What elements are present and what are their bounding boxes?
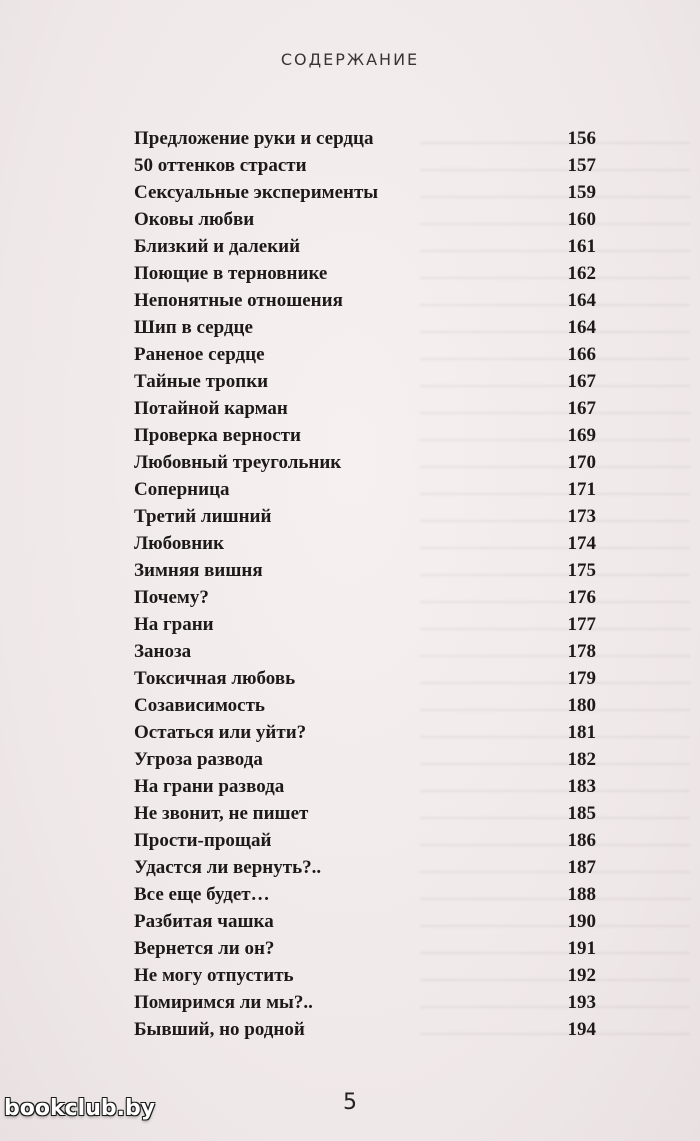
toc-entry-title: Вернется ли он? xyxy=(134,938,275,959)
toc-entry-title: Потайной карман xyxy=(134,398,288,419)
toc-entry-title: Почему? xyxy=(134,587,209,608)
toc-entry-page: 161 xyxy=(567,236,596,257)
toc-entry xyxy=(134,287,596,314)
page-number: 5 xyxy=(343,1090,357,1115)
toc-entry xyxy=(134,152,596,179)
toc-entry-page: 176 xyxy=(567,587,596,608)
toc-entry-title: Оковы любви xyxy=(134,209,255,230)
toc-entry-page: 169 xyxy=(567,425,596,446)
toc-entry xyxy=(134,341,596,368)
toc-entry xyxy=(134,719,596,746)
toc-entry-title: Удастся ли вернуть?.. xyxy=(134,857,322,878)
toc-entry-page: 157 xyxy=(567,155,596,176)
toc-entry-page: 177 xyxy=(567,614,596,635)
toc-entry xyxy=(134,368,596,395)
toc-entry-page: 178 xyxy=(567,641,596,662)
toc-entry xyxy=(134,125,596,152)
toc-entry-page: 190 xyxy=(567,911,596,932)
toc-entry-title: Любовник xyxy=(134,533,225,554)
toc-entry xyxy=(134,422,596,449)
toc-entry-page: 179 xyxy=(567,668,596,689)
toc-entry-page: 186 xyxy=(567,830,596,851)
toc-entry-title: Созависимость xyxy=(134,695,265,716)
page-title: СОДЕРЖАНИЕ xyxy=(280,50,420,69)
toc-entry-page: 164 xyxy=(567,290,596,311)
toc-entry xyxy=(134,908,596,935)
toc-entry-page: 167 xyxy=(567,371,596,392)
toc-entry xyxy=(134,854,596,881)
toc-entry-title: Близкий и далекий xyxy=(134,236,301,257)
toc-entry-page: 181 xyxy=(567,722,596,743)
toc-entry xyxy=(134,665,596,692)
toc-entry-page: 162 xyxy=(567,263,596,284)
toc-entry xyxy=(134,638,596,665)
toc-entry xyxy=(134,800,596,827)
toc-entry xyxy=(134,584,596,611)
toc-entry xyxy=(134,314,596,341)
toc-entry xyxy=(134,611,596,638)
toc-entry-page: 164 xyxy=(567,317,596,338)
toc-entry-title: Не могу отпустить xyxy=(134,965,294,986)
toc-entry-page: 193 xyxy=(567,992,596,1013)
toc-entry-title: Разбитая чашка xyxy=(134,911,274,932)
table-of-contents xyxy=(134,125,596,1043)
toc-entry xyxy=(134,827,596,854)
toc-entry xyxy=(134,935,596,962)
toc-entry-page: 167 xyxy=(567,398,596,419)
toc-entry xyxy=(134,881,596,908)
toc-entry xyxy=(134,476,596,503)
toc-entry-page: 191 xyxy=(567,938,596,959)
toc-entry-page: 194 xyxy=(567,1019,596,1040)
toc-entry-title: Третий лишний xyxy=(134,506,272,527)
toc-entry-page: 159 xyxy=(567,182,596,203)
toc-entry-page: 180 xyxy=(567,695,596,716)
toc-entry xyxy=(134,962,596,989)
toc-entry-page: 183 xyxy=(567,776,596,797)
toc-entry-page: 187 xyxy=(567,857,596,878)
toc-entry-title: Прости-прощай xyxy=(134,830,272,851)
watermark-logo: bookclub.by xyxy=(4,1096,156,1121)
toc-entry-page: 156 xyxy=(567,128,596,149)
toc-entry xyxy=(134,746,596,773)
toc-entry xyxy=(134,260,596,287)
toc-entry-page: 175 xyxy=(567,560,596,581)
toc-entry-title: Бывший, но родной xyxy=(134,1019,305,1040)
toc-entry-title: Поющие в терновнике xyxy=(134,263,328,284)
toc-entry-title: Шип в сердце xyxy=(134,317,253,338)
toc-entry-title: Все еще будет… xyxy=(134,884,270,905)
toc-entry-page: 182 xyxy=(567,749,596,770)
toc-entry-title: 50 оттенков страсти xyxy=(134,155,307,176)
toc-entry xyxy=(134,557,596,584)
toc-entry-page: 174 xyxy=(567,533,596,554)
toc-entry-title: Раненое сердце xyxy=(134,344,265,365)
toc-entry-title: Тайные тропки xyxy=(134,371,269,392)
toc-entry-page: 192 xyxy=(567,965,596,986)
toc-entry-title: Любовный треугольник xyxy=(134,452,342,473)
toc-entry-page: 166 xyxy=(567,344,596,365)
toc-entry xyxy=(134,692,596,719)
toc-entry-title: Соперница xyxy=(134,479,230,500)
toc-entry-title: Проверка верности xyxy=(134,425,301,446)
toc-entry-page: 171 xyxy=(567,479,596,500)
toc-entry xyxy=(134,233,596,260)
toc-entry xyxy=(134,1016,596,1043)
toc-entry-title: Непонятные отношения xyxy=(134,290,343,311)
toc-entry-title: Заноза xyxy=(134,641,192,662)
toc-entry-title: Предложение руки и сердца xyxy=(134,128,374,149)
toc-entry-title: Зимняя вишня xyxy=(134,560,263,581)
toc-entry-page: 160 xyxy=(567,209,596,230)
toc-entry-title: Угроза развода xyxy=(134,749,263,770)
toc-entry xyxy=(134,773,596,800)
toc-entry-page: 170 xyxy=(567,452,596,473)
toc-entry xyxy=(134,395,596,422)
toc-entry-title: Токсичная любовь xyxy=(134,668,296,689)
toc-entry xyxy=(134,206,596,233)
toc-entry-title: На грани xyxy=(134,614,214,635)
toc-entry-title: На грани развода xyxy=(134,776,285,797)
toc-entry-title: Сексуальные эксперименты xyxy=(134,182,379,203)
toc-entry xyxy=(134,449,596,476)
toc-entry xyxy=(134,179,596,206)
toc-entry-page: 185 xyxy=(567,803,596,824)
toc-entry-title: Не звонит, не пишет xyxy=(134,803,309,824)
toc-entry-page: 188 xyxy=(567,884,596,905)
toc-entry xyxy=(134,989,596,1016)
toc-entry xyxy=(134,503,596,530)
toc-entry-title: Остаться или уйти? xyxy=(134,722,307,743)
toc-entry-title: Помиримся ли мы?.. xyxy=(134,992,313,1013)
toc-entry xyxy=(134,530,596,557)
toc-entry-page: 173 xyxy=(567,506,596,527)
